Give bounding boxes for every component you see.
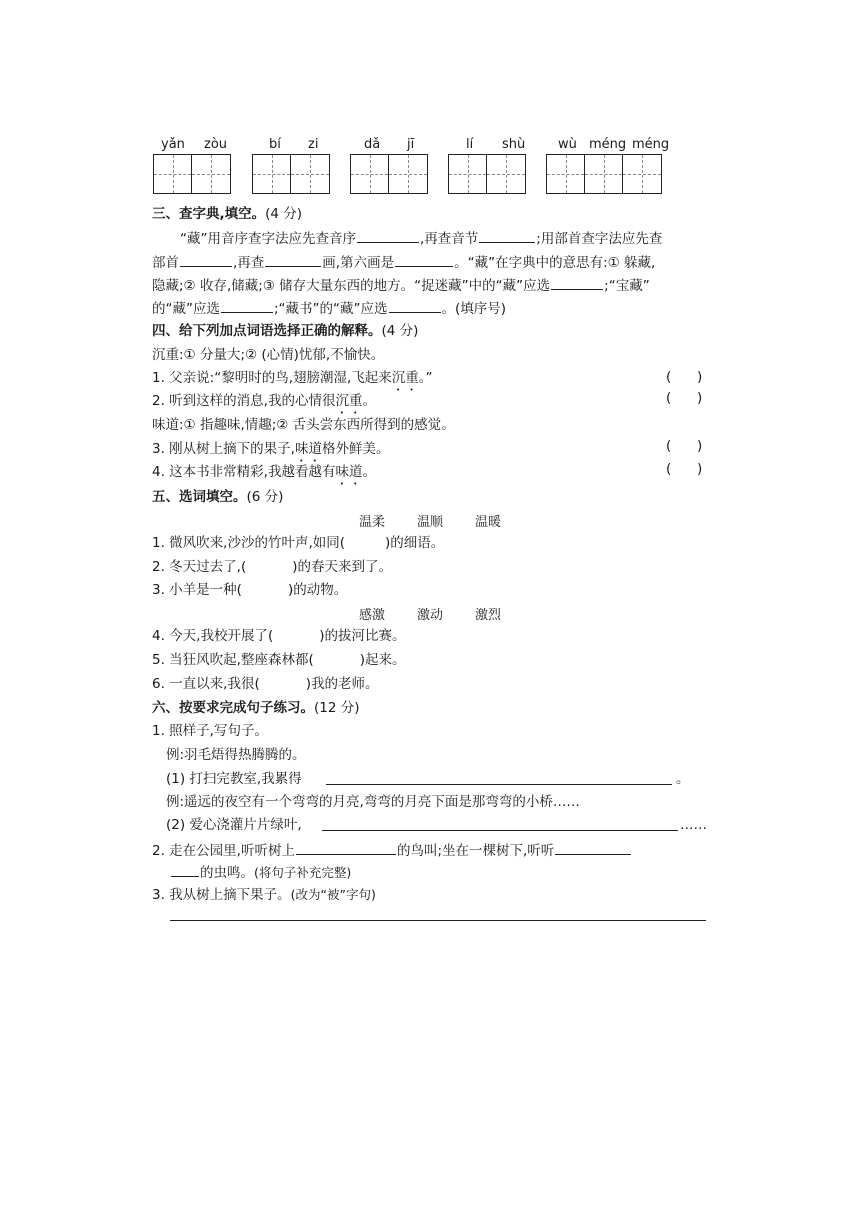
pinyin-label: méng (589, 137, 627, 152)
question-4-1 (152, 369, 433, 394)
blank[interactable] (551, 275, 603, 290)
text: 。 (362, 393, 376, 409)
section-title: 三、查字典,填空。 (152, 206, 266, 222)
sec3-line-4 (152, 298, 506, 318)
text: 1. 父亲说:“黎明时的鸟,翅膀潮湿,飞起来 (152, 370, 392, 386)
word-option: 温顺 (417, 515, 444, 530)
writing-grid[interactable] (448, 154, 526, 194)
dotted-word: 沉重 (391, 370, 419, 386)
text: 3. 我从树上摘下果子。 (152, 887, 291, 903)
answer-line[interactable] (170, 920, 706, 921)
sec3-line-3 (152, 275, 650, 295)
pinyin-label: lí (466, 137, 474, 152)
word-option: 激烈 (475, 608, 502, 623)
question-5-4 (152, 627, 406, 645)
word-options-2 (359, 604, 533, 623)
dotted-word: 味道 (335, 464, 363, 480)
text: ,再查 (233, 255, 265, 271)
question-5-2 (152, 558, 392, 576)
text: 部首 (152, 255, 179, 271)
text: 格外鲜美。 (321, 441, 390, 457)
blank[interactable] (357, 228, 419, 243)
question-4-4 (152, 463, 376, 488)
section-6-heading (152, 699, 360, 717)
blank[interactable] (180, 252, 232, 267)
note: (改为“被”字句) (290, 887, 376, 902)
text: 。” (418, 370, 433, 386)
section-title: 六、按要求完成句子练习。 (152, 700, 314, 716)
section-5-heading (152, 488, 283, 506)
text: )起来。 (359, 652, 406, 668)
text: )的拔河比赛。 (319, 628, 406, 644)
writing-grid[interactable] (153, 154, 231, 194)
text: 3. 小羊是一种( (152, 582, 242, 598)
question-6-2-a (152, 840, 632, 860)
text: 1. 微风吹来,沙沙的竹叶声,如同( (152, 535, 346, 551)
blank[interactable] (171, 862, 199, 877)
answer-paren[interactable]: ( ) (666, 369, 703, 385)
answer-paren[interactable]: ( ) (666, 390, 703, 406)
pinyin-label: méng (632, 137, 670, 152)
question-6-1: 1. 照样子,写句子。 (152, 723, 268, 739)
text: 4. 今天,我校开展了( (152, 628, 274, 644)
writing-grid[interactable] (546, 154, 662, 194)
text: 3. 刚从树上摘下的果子, (152, 441, 295, 457)
text: 2. 走在公园里,听听树上 (152, 843, 295, 859)
pinyin-label: zòu (204, 137, 228, 152)
word-option: 感激 (359, 608, 386, 623)
text: 。(填序号) (441, 301, 507, 317)
section-title: 四、给下列加点词语选择正确的解释。 (152, 323, 382, 339)
word-option: 温柔 (359, 515, 386, 530)
text: 的虫鸣。 (200, 865, 254, 881)
text: 。“藏”在字典中的意思有:① 躲藏, (454, 255, 656, 271)
question-4-2 (152, 392, 376, 417)
text: 4. 这本书非常精彩,我越看越有 (152, 464, 336, 480)
text: )的细语。 (385, 535, 445, 551)
question-5-5 (152, 651, 406, 669)
sentence-1-prompt: (1) 打扫完教室,我累得 (166, 771, 302, 787)
text: 画,第六画是 (322, 255, 395, 271)
pinyin-label: jī (407, 137, 415, 152)
section-score: (12 分) (314, 700, 360, 716)
pinyin-label: dǎ (364, 137, 381, 152)
blank[interactable] (221, 298, 273, 313)
note: (将句子补充完整) (254, 865, 352, 880)
section-score: (6 分) (246, 489, 284, 505)
section-title: 五、选词填空。 (152, 489, 247, 505)
answer-line[interactable] (326, 784, 672, 785)
writing-grid[interactable] (252, 154, 330, 194)
text: )的动物。 (287, 582, 348, 598)
answer-paren[interactable]: ( ) (666, 438, 703, 454)
text: 6. 一直以来,我很( (152, 676, 260, 692)
text: 。 (362, 464, 376, 480)
answer-paren[interactable]: ( ) (666, 461, 703, 477)
text: 的鸟叫;坐在一棵树下,听听 (396, 843, 555, 859)
blank[interactable] (296, 840, 396, 855)
blank[interactable] (265, 252, 321, 267)
blank[interactable] (389, 298, 441, 313)
text: 的“藏”应选 (152, 301, 220, 317)
dotted-word: 沉重 (335, 393, 363, 409)
question-6-2-b (170, 862, 351, 882)
pinyin-label: wù (558, 137, 577, 152)
text: )我的老师。 (305, 676, 379, 692)
text: 2. 冬天过去了,( (152, 559, 247, 575)
sec3-line-1 (180, 228, 662, 248)
sentence-2-prompt: (2) 爱心浇灌片片绿叶, (166, 817, 302, 833)
question-5-1 (152, 534, 444, 552)
question-5-3 (152, 581, 347, 599)
word-options-1 (359, 511, 533, 530)
sentence-2-end: …… (680, 817, 707, 833)
definition-1: 沉重:① 分量大;② (心情)忧郁,不愉快。 (152, 347, 385, 363)
section-score: (4 分) (265, 206, 303, 222)
example-1: 例:羽毛焐得热腾腾的。 (166, 747, 306, 763)
definition-2: 味道:① 指趣味,情趣;② 舌头尝东西所得到的感觉。 (152, 417, 455, 433)
dotted-word: 味道 (294, 441, 322, 457)
pinyin-label: yǎn (161, 137, 185, 152)
sec3-line-2 (152, 252, 655, 272)
section-score: (4 分) (381, 323, 419, 339)
example-2: 例:遥远的夜空有一个弯弯的月亮,弯弯的月亮下面是那弯弯的小桥…… (166, 794, 580, 810)
text: 2. 听到这样的消息,我的心情很 (152, 393, 336, 409)
text: ;用部首查字法应先查 (536, 231, 663, 247)
text: ,再查音节 (420, 231, 479, 247)
pinyin-label: bí (269, 137, 281, 152)
writing-grid[interactable] (350, 154, 428, 194)
blank[interactable] (555, 840, 631, 855)
pinyin-label: shù (502, 137, 526, 152)
sentence-1-end: 。 (676, 771, 690, 787)
section-4-heading (152, 322, 418, 340)
text: 隐藏;② 收存,储藏;③ 储存大量东西的地方。“捉迷藏”中的“藏”应选 (152, 278, 551, 294)
blank[interactable] (395, 252, 453, 267)
text: ;“藏书”的“藏”应选 (274, 301, 388, 317)
section-3-heading (152, 205, 302, 223)
word-option: 温暖 (475, 515, 502, 530)
question-6-3 (152, 886, 376, 904)
text: 5. 当狂风吹起,整座森林都( (152, 652, 314, 668)
text: “藏”用音序查字法应先查音序 (180, 231, 356, 247)
pinyin-grid-row (0, 137, 860, 197)
question-4-3 (152, 440, 389, 465)
answer-line[interactable] (322, 830, 678, 831)
pinyin-label: zi (308, 137, 319, 152)
text: )的春天来到了。 (292, 559, 393, 575)
blank[interactable] (479, 228, 535, 243)
text: ;“宝藏” (604, 278, 650, 294)
question-5-6 (152, 675, 379, 693)
word-option: 激动 (417, 608, 444, 623)
